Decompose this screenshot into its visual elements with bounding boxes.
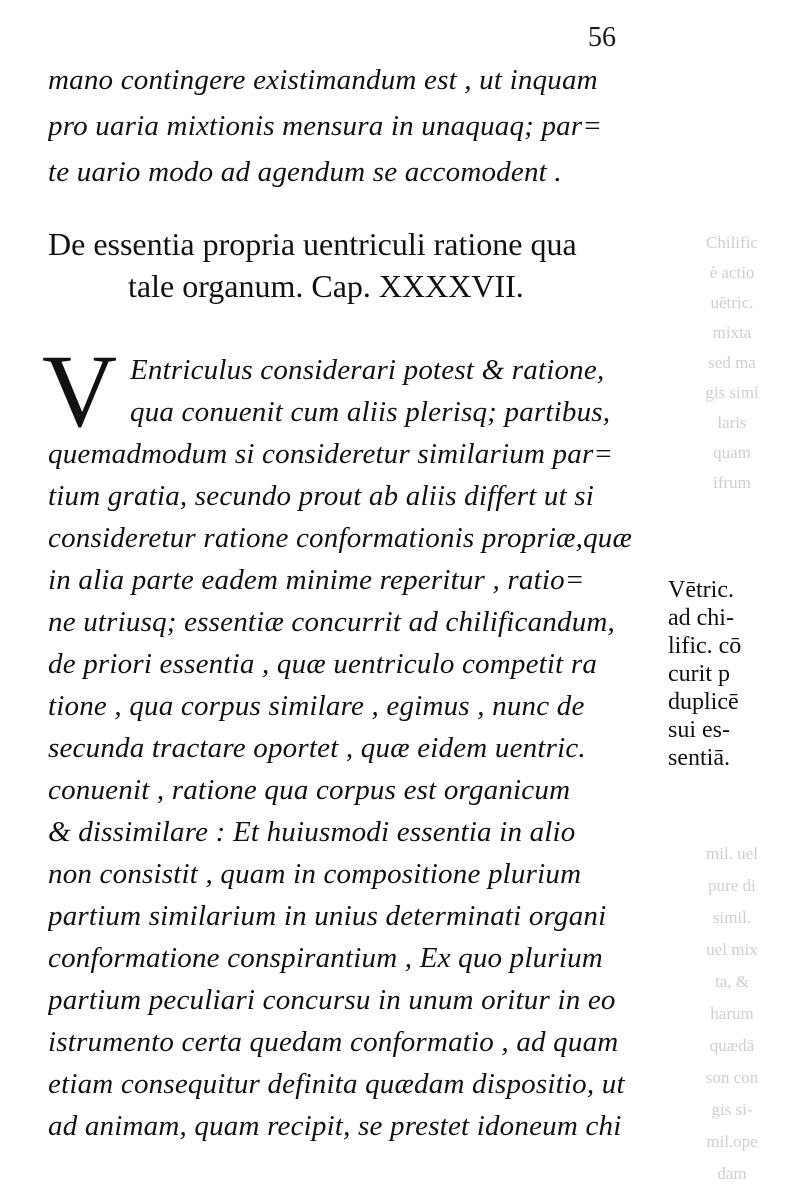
text-line: de priori essentia , quæ uentriculo competit ra (48, 648, 598, 680)
margin-note-line: Vētric. (668, 577, 734, 603)
ghost-line: uel mix (706, 940, 758, 959)
margin-note-line: sui es- (668, 717, 730, 743)
ghost-line: harum (710, 1004, 754, 1023)
text-line: pro uaria mixtionis mensura in unaquaq; par= (48, 110, 603, 142)
ghost-line: Chilific (706, 233, 758, 252)
ghost-line: uētric. (710, 293, 754, 312)
ghost-line: quædā (709, 1036, 755, 1055)
ghost-line: gis simi (705, 383, 759, 402)
margin-note-line: curit p (668, 661, 730, 687)
drop-cap-initial: V (42, 334, 118, 449)
ghost-line: laris (717, 413, 747, 432)
page-number: 56 (588, 22, 616, 53)
bleed-through-text-lower (668, 838, 796, 1190)
ghost-line: è actio (709, 263, 755, 282)
text-line: partium peculiari concursu in unum oritur in eo (48, 984, 616, 1016)
margin-note-line: duplicē (668, 689, 739, 715)
text-line: istrumento certa quedam conformatio , ad quam (48, 1026, 619, 1058)
bleed-through-text-upper (668, 228, 796, 498)
ghost-line: gis si- (711, 1100, 753, 1119)
text-line: etiam consequitur definita quædam dispositio, ut (48, 1068, 625, 1100)
text-line: & dissimilare : Et huiusmodi essentia in alio (48, 816, 576, 848)
ghost-line: mil. uel (706, 844, 758, 863)
ghost-line: sed ma (708, 353, 756, 372)
text-line: ne utriusq; essentiæ concurrit ad chilificandum, (48, 606, 615, 638)
text-line: secunda tractare oportet , quæ eidem uentric. (48, 732, 586, 764)
text-line: quemadmodum si consideretur similarium par= (48, 438, 614, 470)
text-line: conuenit , ratione qua corpus est organicum (48, 774, 571, 806)
text-line: Entriculus considerari potest & ratione, (130, 354, 605, 386)
ghost-line: dam (717, 1164, 747, 1183)
margin-note-line: sentiā. (668, 745, 730, 771)
text-line: qua conuenit cum aliis plerisq; partibus, (130, 396, 611, 428)
text-line: ad animam, quam recipit, se prestet idoneum chi (48, 1110, 622, 1142)
text-line: consideretur ratione conformationis propriæ,quæ (48, 522, 633, 554)
ghost-line: mil.ope (706, 1132, 758, 1151)
ghost-line: ta, & (715, 972, 749, 991)
ghost-line: pure di (708, 876, 756, 895)
text-line: mano contingere existimandum est , ut inquam (48, 64, 598, 96)
text-line: tium gratia, secundo prout ab aliis differt ut si (48, 480, 595, 512)
ghost-line: quam (713, 443, 751, 462)
ghost-line: ifrum (713, 473, 751, 492)
text-line: partium similarium in unius determinati organi (48, 900, 607, 932)
chapter-heading-line-2: tale organum. Cap. XXXXVII. (128, 268, 524, 304)
text-line: tione , qua corpus similare , egimus , nunc de (48, 690, 585, 722)
chapter-heading-line-1: De essentia propria uentriculi ratione qua (48, 226, 577, 262)
ghost-line: simil. (712, 908, 752, 927)
margin-note-line: lific. cō (668, 633, 742, 659)
ghost-line: son con (705, 1068, 759, 1087)
text-line: non consistit , quam in compositione plurium (48, 858, 582, 890)
text-line: te uario modo ad agendum se accomodent . (48, 156, 562, 188)
ghost-line: mixta (712, 323, 752, 342)
text-line: conformatione conspirantium , Ex quo plurium (48, 942, 603, 974)
margin-note-line: ad chi- (668, 605, 734, 631)
text-line: in alia parte eadem minime reperitur , ratio= (48, 564, 585, 596)
marginal-note (668, 576, 796, 772)
